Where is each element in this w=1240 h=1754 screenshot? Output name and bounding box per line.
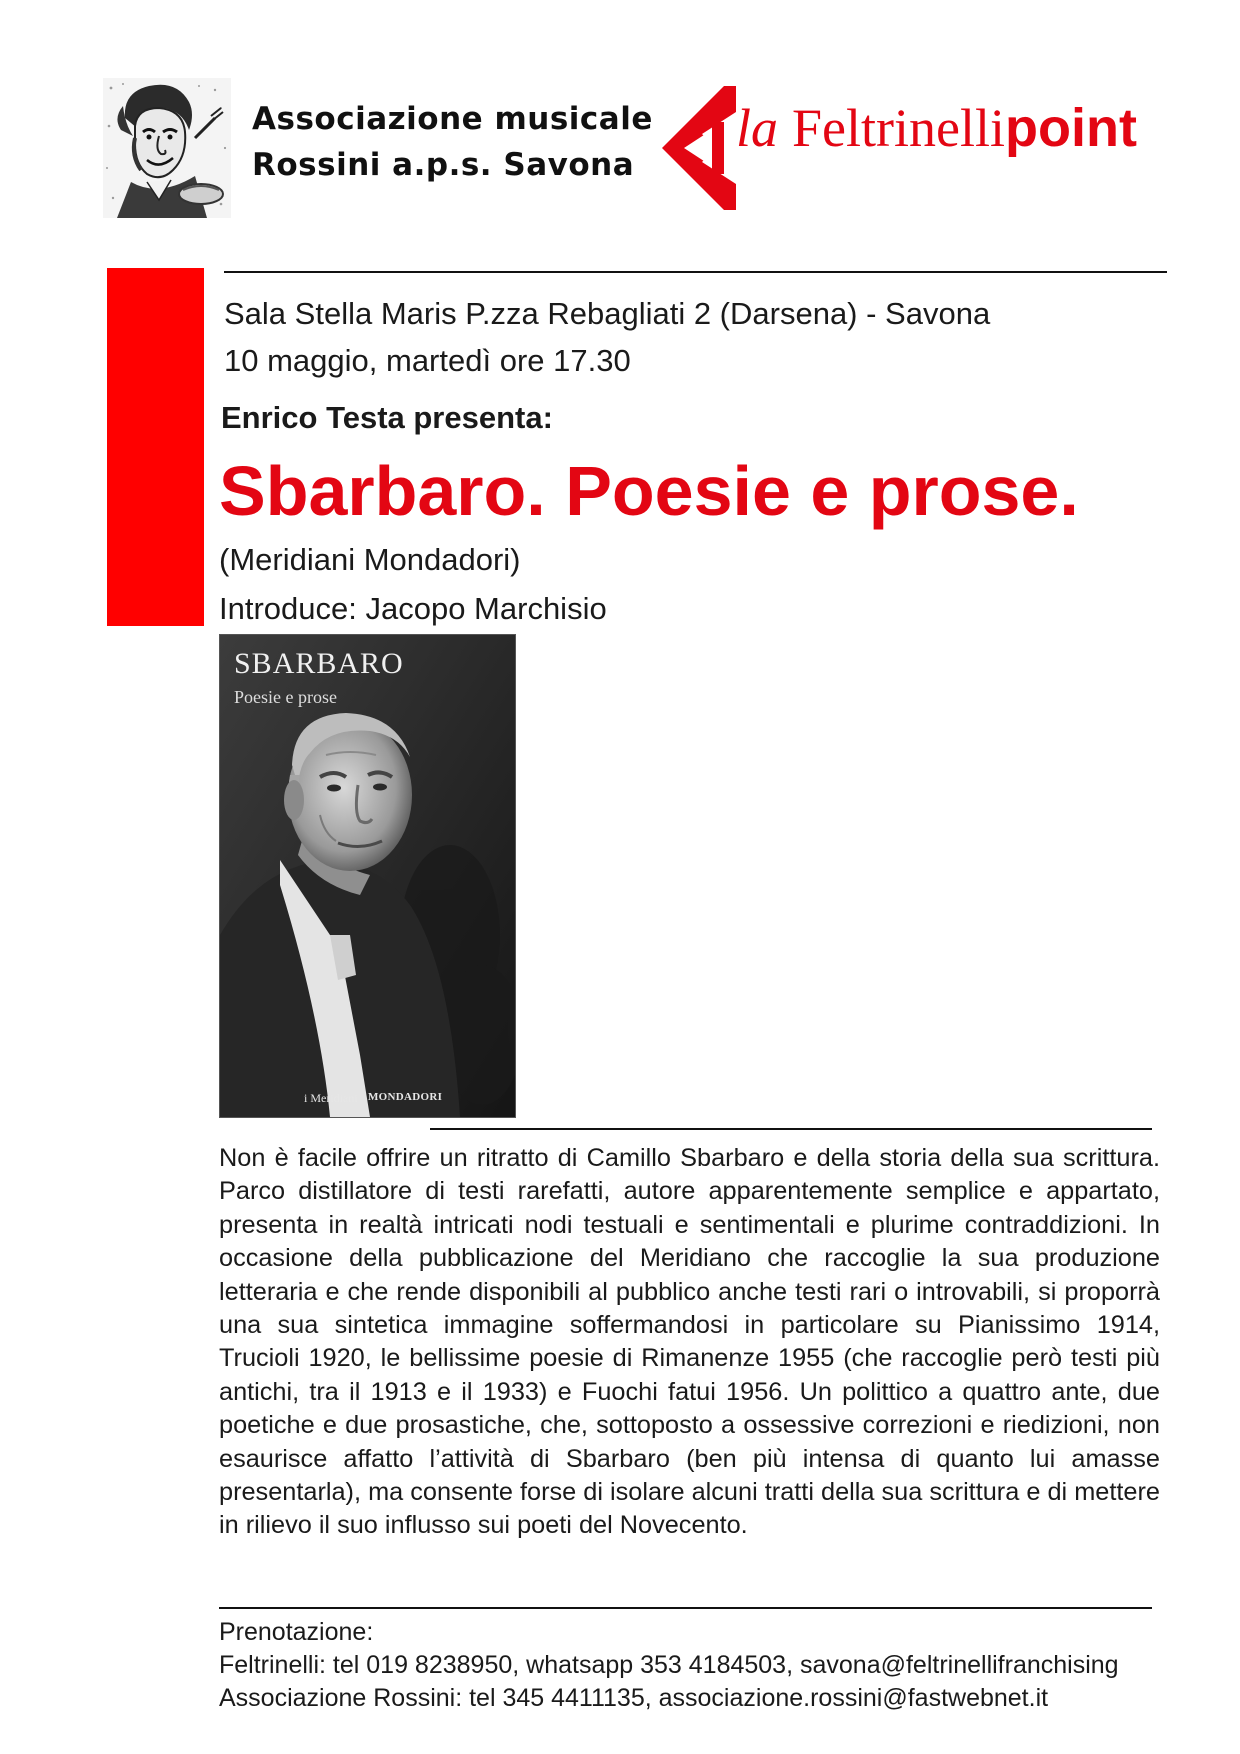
bottom-divider xyxy=(219,1607,1152,1609)
association-name xyxy=(252,96,652,188)
feltrinelli-wordmark xyxy=(736,96,1137,160)
feltrinelli-f-mark-icon xyxy=(662,86,736,210)
logo-word-point: point xyxy=(1004,98,1137,158)
event-datetime: 10 maggio, martedì ore 17.30 xyxy=(224,343,631,378)
middle-divider xyxy=(430,1128,1152,1130)
cover-subtitle: Poesie e prose xyxy=(234,687,337,707)
logo-word-feltrinelli: Feltrinelli xyxy=(792,98,1005,158)
event-presenter: Enrico Testa presenta: xyxy=(221,400,553,435)
rossini-caricature-logo xyxy=(103,78,231,218)
feltrinelli-point-logo xyxy=(662,86,1227,210)
booking-rossini-contact: Associazione Rossini: tel 345 4411135, associazione.rossini@fastwebnet.it xyxy=(219,1684,1049,1712)
association-name-line1: Associazione musicale xyxy=(252,101,653,137)
logo-word-la: la xyxy=(736,98,779,158)
event-description: Non è facile offrire un ritratto di Camillo Sbarbaro e della storia della sua scrittura. Parco distillatore di testi rarefatti, autore apparentemente semplice e appartato, presenta in realtà intricati nodi testuali e sentimentali e plurime contraddizioni. In occasione della pubblicazione del Meridiano che raccoglie la sua produzione letteraria e che rende disponibili al pubblico anche testi rari o introvabili, si proporrà una sua sintetica immagine soffermandosi in particolare su Pianissimo 1914, Trucioli 1920, le bellissime poesie di Rimanenze 1955 (che raccoglie però testi più antichi, tra il 1913 e il 1933) e Fuochi fatui 1956. Un polittico a quattro ante, due poetiche e due prosastiche, che, sottoposto a ossessive correzioni e riedizioni, non esaurisce affatto l’attività di Sbarbaro (ben più intensa di quanto lui amasse presentarla), ma consente forse di isolare alcuni tratti della sua scrittura e di mettere in rilievo il suo influsso sui poeti del Novecento. xyxy=(219,1144,1160,1540)
top-divider xyxy=(224,271,1167,273)
cover-imprint: MONDADORI xyxy=(368,1091,443,1103)
book-publisher: (Meridiani Mondadori) xyxy=(219,542,521,577)
booking-info xyxy=(219,1616,1119,1715)
book-title: Sbarbaro. Poesie e prose. xyxy=(219,452,1079,530)
event-venue: Sala Stella Maris P.zza Rebagliati 2 (Darsena) - Savona xyxy=(224,296,991,331)
cover-author: SBARBARO xyxy=(234,647,404,680)
red-accent-bar xyxy=(107,268,204,626)
association-name-line2: Rossini a.p.s. Savona xyxy=(252,147,635,183)
booking-feltrinelli-contact: Feltrinelli: tel 019 8238950, whatsapp 353 4184503, savona@feltrinellifranchising xyxy=(219,1651,1119,1679)
event-introducer: Introduce: Jacopo Marchisio xyxy=(219,591,607,626)
booking-label: Prenotazione: xyxy=(219,1618,374,1646)
book-cover-image xyxy=(219,634,516,1118)
cover-series: i Meridiani xyxy=(304,1091,358,1105)
